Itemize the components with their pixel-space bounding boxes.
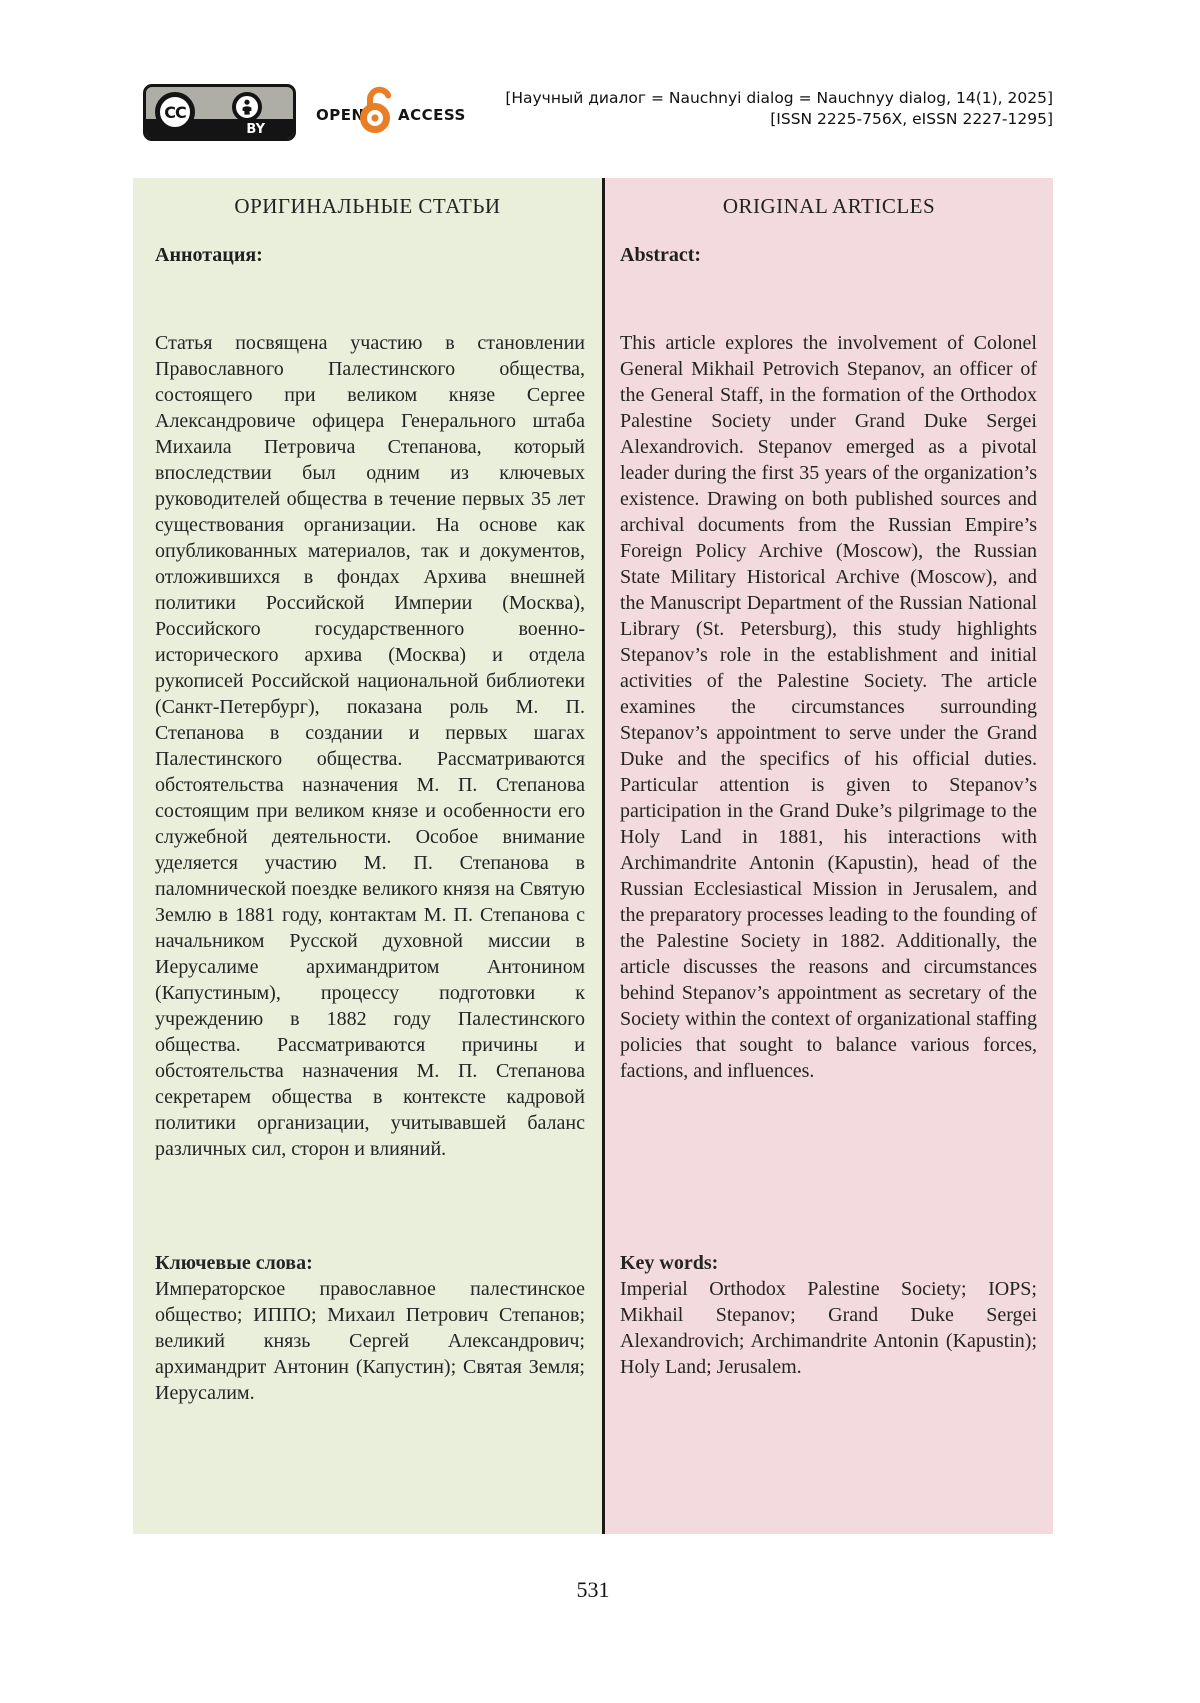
- journal-title-line: [Научный диалог = Nauchnyi dialog = Nauchnyy dialog, 14(1), 2025]: [505, 89, 1053, 107]
- cc-by-license-badge: [143, 84, 296, 141]
- cc-icon: [155, 92, 195, 132]
- cc-by-label: BY: [246, 122, 265, 137]
- open-lock-icon: [360, 85, 396, 140]
- page-number: 531: [576, 1577, 610, 1602]
- russian-abstract-text: Статья посвящена участию в становлении Православного Палестинского общества, состоящего при великом князе Сергее Александровиче офицера Генерального штаба Михаила Петровича Степанова, который впоследствии был одним из ключевых руководителей общества в течение первых 35 лет существования организации. На основе как опубликованных материалов, так и документов, отложившихся в фондах Архива внешней политики Российской Империи (Москва), Российского государственного военно-исторического архива (Москва) и отдела рукописей Российской национальной библиотеки (Санкт-Петербург), показана роль М. П. Степанова в создании и первых шагах Палестинского общества. Рассматриваются обстоятельства назначения М. П. Степанова состоящим при великом князе и особенности его служебной деятельности. Особое внимание уделяется участию М. П. Степанова в паломнической поездке великого князя на Святую Землю в 1881 году, контактам М. П. Степанова с начальником Русской духовной миссии в Иерусалиме архимандритом Антонином (Капустиным), процессу подготовки к учреждению в 1882 году Палестинского общества. Рассматриваются причины и обстоятельства назначения М. П. Степанова секретарем общества в контексте кадровой политики организации, учитывавшей баланс различных сил, сторон и влияний.: [155, 332, 585, 1160]
- cc-icon-label: CC: [164, 102, 186, 122]
- open-access-access-label: ACCESS: [398, 106, 466, 124]
- russian-keywords-text: Императорское православное палестинское общество; ИППО; Михаил Петрович Степанов; великий князь Сергей Александрович; архимандрит Антонин (Капустин); Святая Земля; Иерусалим.: [155, 1278, 585, 1404]
- journal-issn-line: [ISSN 2225-756X, eISSN 2227-1295]: [770, 110, 1053, 128]
- english-keywords: [620, 1250, 1037, 1380]
- open-access-logo: [316, 85, 466, 135]
- english-abstract-label: Abstract:: [620, 244, 702, 266]
- russian-abstract-label: Аннотация:: [155, 244, 263, 266]
- russian-section-title: ОРИГИНАЛЬНЫЕ СТАТЬИ: [234, 194, 501, 218]
- russian-column: [133, 178, 602, 1534]
- english-keywords-label: Key words:: [620, 1252, 719, 1274]
- english-keywords-text: Imperial Orthodox Palestine Society; IOPS; Mikhail Stepanov; Grand Duke Sergei Alexandrovich; Archimandrite Antonin (Kapustin); Holy Land; Jerusalem.: [620, 1278, 1037, 1378]
- open-access-open-label: OPEN: [316, 106, 365, 124]
- english-abstract-text: This article explores the involvement of Colonel General Mikhail Petrovich Stepanov, an officer of the General Staff, in the formation of the Orthodox Palestine Society under Grand Duke Sergei Alexandrovich. Stepanov emerged as a pivotal leader during the first 35 years of the organization’s existence. Drawing on both published sources and archival documents from the Russian Empire’s Foreign Policy Archive (Moscow), the Russian State Military Historical Archive (Moscow), and the Manuscript Department of the Russian National Library (St. Petersburg), this study highlights Stepanov’s role in the establishment and initial activities of the Palestine Society. The article examines the circumstances surrounding Stepanov’s appointment to serve under the Grand Duke and the specifics of his official duties. Particular attention is given to Stepanov’s participation in the Grand Duke’s pilgrimage to the Holy Land in 1881, his interactions with Archimandrite Antonin (Kapustin), head of the Russian Ecclesiastical Mission in Jerusalem, and the preparatory processes leading to the founding of the Palestine Society in 1882. Additionally, the article discusses the reasons and circumstances behind Stepanov’s appointment as secretary of the Society within the context of organizational staffing policies that sought to balance various forces, factions, and influences.: [620, 332, 1037, 1082]
- english-column: [605, 178, 1053, 1534]
- russian-keywords: [155, 1250, 585, 1406]
- abstract-block: [133, 178, 1053, 1534]
- attribution-person-icon: [232, 92, 262, 122]
- english-section-title: ORIGINAL ARTICLES: [722, 194, 936, 218]
- russian-keywords-label: Ключевые слова:: [155, 1252, 313, 1274]
- journal-info: [505, 88, 1053, 130]
